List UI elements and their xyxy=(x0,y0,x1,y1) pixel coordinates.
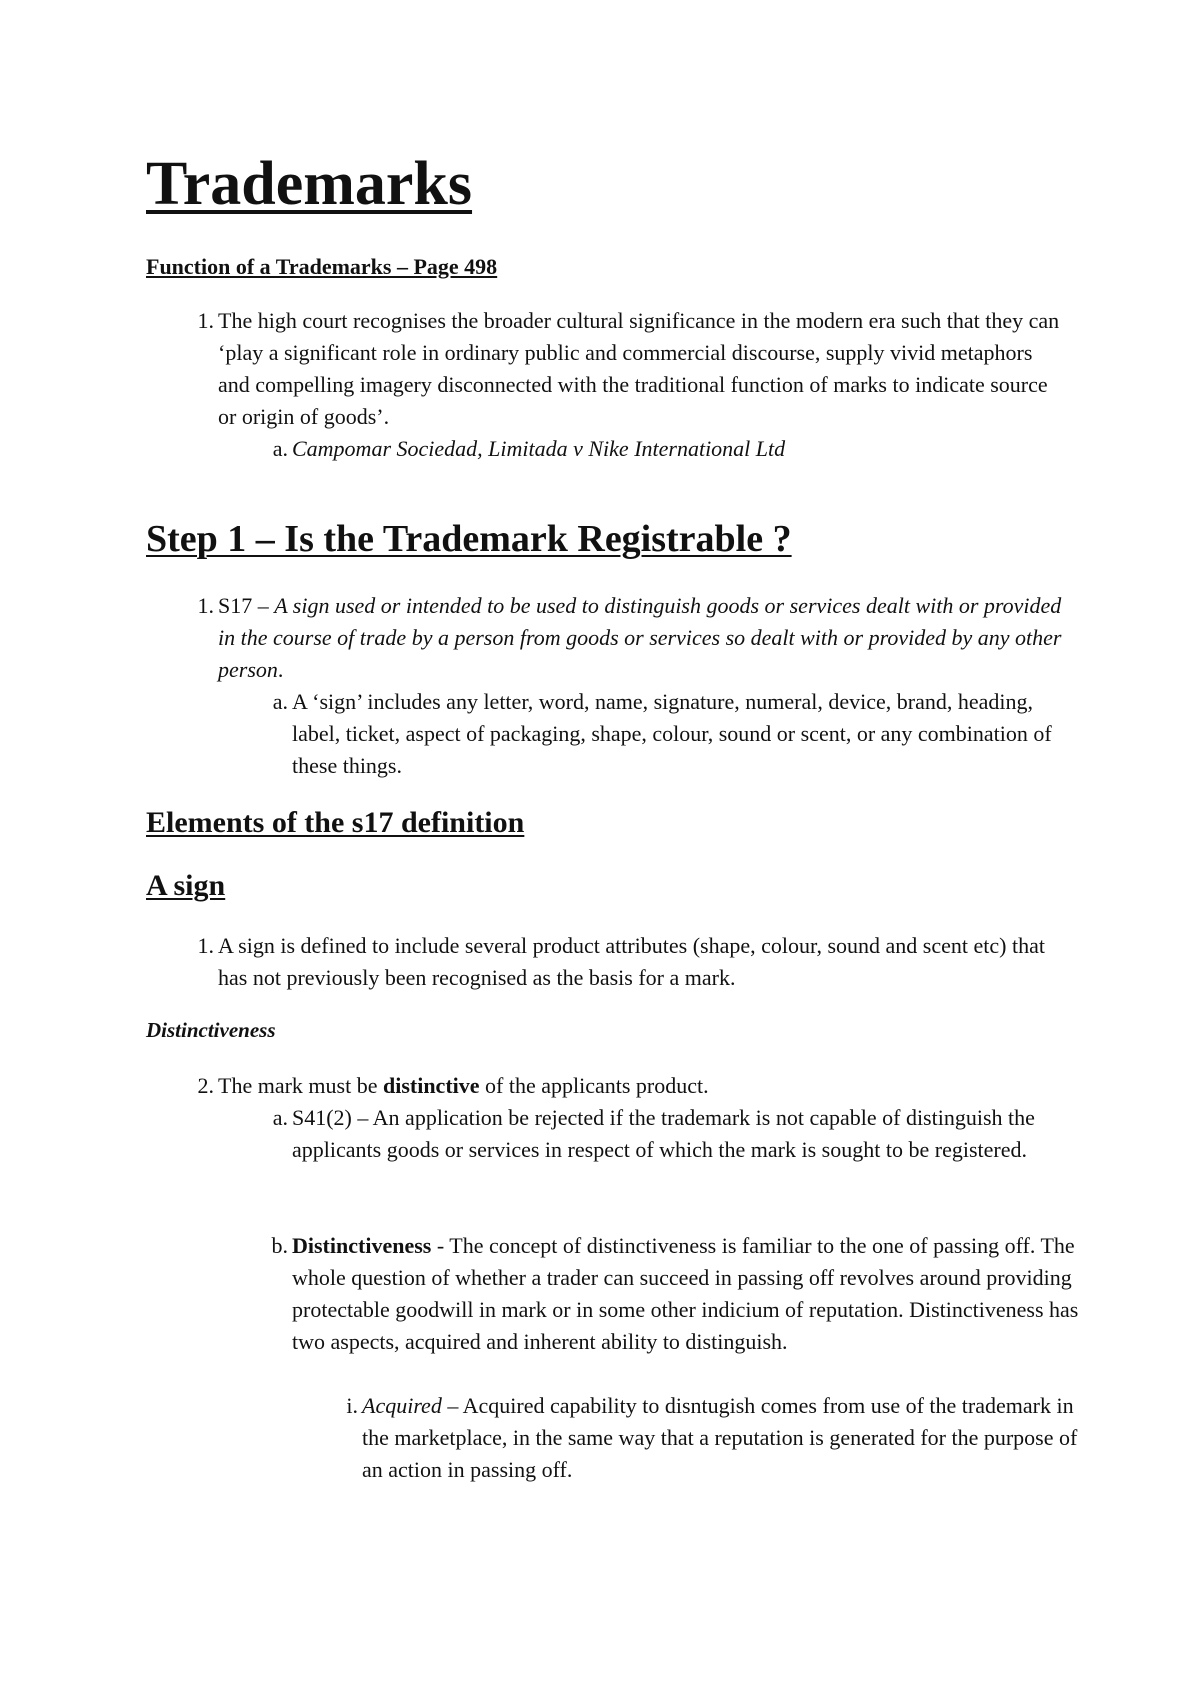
statutory-definition: A sign used or intended to be used to distinguish goods or services dealt with or provided in the course of trade by a person from goods or services so dealt with or provided by any other person xyxy=(218,593,1062,682)
list-marker: b. xyxy=(271,1233,288,1258)
list-marker: 1. xyxy=(197,593,214,618)
list-marker: 1. xyxy=(197,933,214,958)
list-item-text: A sign is defined to include several product attributes (shape, colour, sound and scent etc) that has not previously been recognised as the basis for a mark. xyxy=(218,933,1045,990)
text-run: The mark must be xyxy=(218,1073,383,1098)
list-item-text xyxy=(292,1230,1082,1358)
text-run: of the applicants product. xyxy=(479,1073,709,1098)
list-item-text xyxy=(218,1070,1068,1102)
list-item-text xyxy=(218,590,1068,686)
list-item-text: The high court recognises the broader cultural significance in the modern era such that they can ‘play a significant role in ordinary public and commercial discourse, supply vivid metaphors and compelling imagery disconnected with the traditional function of marks to indicate source or origin of goods’. xyxy=(218,308,1060,429)
sign-heading: A sign xyxy=(146,869,226,902)
list-marker: a. xyxy=(272,436,288,461)
case-citation: Campomar Sociedad, Limitada v Nike International Ltd xyxy=(292,436,786,461)
list-marker: 1. xyxy=(197,308,214,333)
list-item-text: S41(2) – An application be rejected if the trademark is not capable of distinguish the applicants goods or services in respect of which the mark is sought to be registered. xyxy=(292,1105,1035,1162)
list-marker: a. xyxy=(272,1105,288,1130)
elements-heading: Elements of the s17 definition xyxy=(146,806,525,839)
list-marker: 2. xyxy=(197,1073,214,1098)
text-run: - The concept of distinctiveness is familiar to the one of passing off. The whole question of whether a trader can succeed in passing off revolves around providing protectable goodwill in mark or in some other indicium of reputation. Distinctiveness has two aspects, acquired and inherent ability to distinguish. xyxy=(292,1233,1079,1354)
function-heading: Function of a Trademarks – Page 498 xyxy=(146,254,498,279)
bold-term: distinctive xyxy=(382,1073,480,1098)
section-ref: S17 – xyxy=(218,593,275,618)
bold-term: Distinctiveness xyxy=(292,1233,432,1258)
punctuation: . xyxy=(277,657,284,682)
italic-term: Acquired xyxy=(362,1393,442,1418)
document-title: Trademarks xyxy=(146,150,473,218)
text-run: – Acquired capability to disntugish comes from use of the trademark in the marketplace, in the same way that a reputation is generated for the purpose of an action in passing off. xyxy=(362,1393,1078,1482)
list-marker: i. xyxy=(346,1393,358,1418)
list-item-text xyxy=(362,1390,1082,1486)
list-item-text: A ‘sign’ includes any letter, word, name, signature, numeral, device, brand, heading, label, ticket, aspect of packaging, shape, colour, sound or scent, or any combination of these things. xyxy=(292,689,1052,778)
step1-heading: Step 1 – Is the Trademark Registrable ? xyxy=(146,518,792,560)
list-marker: a. xyxy=(272,689,288,714)
distinctiveness-heading: Distinctiveness xyxy=(146,1018,276,1042)
